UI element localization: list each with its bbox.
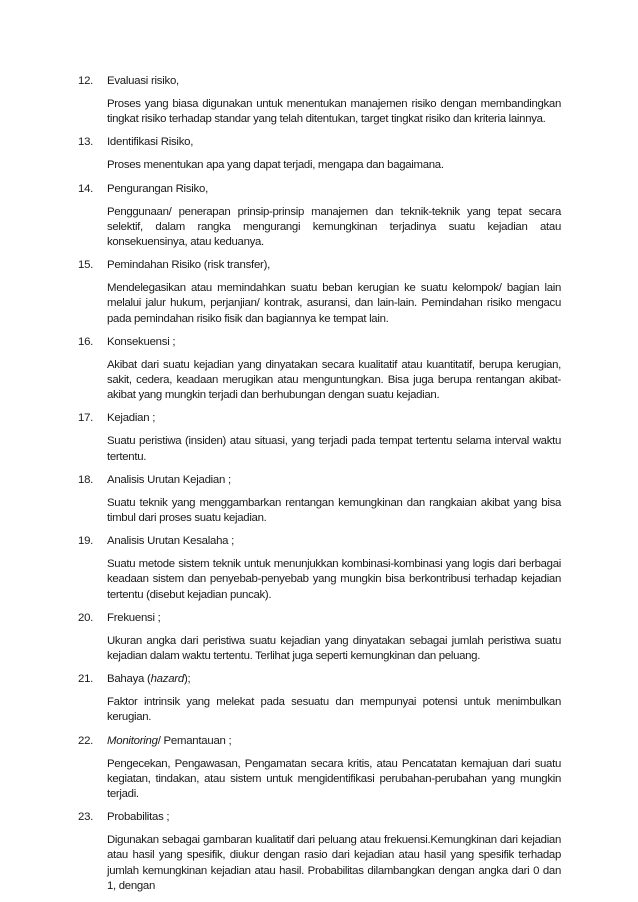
- item-number: 22.: [78, 734, 94, 747]
- term-title: Konsekuensi ;: [107, 335, 176, 348]
- term-title-italic: hazard: [150, 673, 184, 686]
- definition-heading: [78, 411, 561, 426]
- definition-text: Mendelegasikan atau memindahkan suatu beban kerugian ke suatu kelompok/ bagian lain melalui jalur hukum, perjanjian/ kontrak, asuransi, dan lain-lain. Pemindahan risiko mengacu pada pemindahan risiko fisik dan bagiannya ke tempat lain.: [107, 282, 561, 325]
- term-title-suffix: );: [183, 673, 191, 686]
- definition-text: Faktor intrinsik yang melekat pada sesuatu dan mempunyai potensi untuk menimbulkan kerugian.: [107, 696, 561, 724]
- term-title: Evaluasi risiko,: [107, 75, 179, 87]
- definition-list: [78, 74, 561, 902]
- definition-text: Akibat dari suatu kejadian yang dinyatakan secara kualitatif atau kuantitatif, berupa kerugian, sakit, cedera, keadaan merugikan atau menguntungkan. Bisa juga berupa rentangan akibat-akibat yang mungkin terjadi dan berhubungan dengan suatu kejadian.: [107, 358, 561, 402]
- term-title: Kejadian ;: [107, 412, 156, 425]
- term-title: Identifikasi Risiko,: [107, 136, 194, 149]
- item-number: 15.: [78, 259, 94, 272]
- term-title: Analisis Urutan Kejadian ;: [107, 473, 231, 486]
- definition-heading: [78, 611, 561, 626]
- term-title: Analisis Urutan Kesalaha ;: [107, 535, 235, 548]
- definition-heading: [78, 534, 561, 549]
- definition-item: [78, 534, 561, 603]
- definition-item: [78, 74, 561, 127]
- definition-item: [78, 810, 561, 894]
- term-title: [107, 734, 561, 749]
- definition-heading: [78, 335, 561, 350]
- definition-item: [78, 335, 561, 404]
- item-number: 19.: [78, 535, 94, 548]
- term-title: Pemindahan Risiko (risk transfer),: [107, 259, 271, 272]
- term-title: Probabilitas ;: [107, 811, 170, 824]
- definition-heading: [78, 258, 561, 273]
- definition-text: Penggunaan/ penerapan prinsip-prinsip manajemen dan teknik-teknik yang tepat secara selektif, dalam rangka mengurangi kemungkinan terjadinya suatu kejadian atau konsekuensinya, atau keduanya.: [107, 205, 561, 249]
- term-title-prefix: Bahaya (: [107, 673, 151, 686]
- term-title-suffix: / Pemantauan ;: [157, 734, 232, 747]
- item-number: 16.: [78, 335, 94, 348]
- item-number: 18.: [78, 473, 94, 486]
- item-number: 23.: [78, 811, 94, 824]
- definition-item: [78, 411, 561, 464]
- definition-item: [78, 135, 561, 173]
- definition-text: Pengecekan, Pengawasan, Pengamatan secara kritis, atau Pencatatan kemajuan dari suatu kegiatan, tindakan, atau sistem untuk mengidentifikasi perubahan-perubahan yang mungkin terjadi.: [107, 757, 561, 801]
- definition-heading: [78, 473, 561, 488]
- item-number: 21.: [78, 673, 94, 686]
- term-title: Frekuensi ;: [107, 611, 161, 624]
- definition-item: [78, 611, 561, 664]
- definition-item: [78, 734, 561, 803]
- definition-heading: [78, 135, 561, 150]
- definition-item: [78, 473, 561, 526]
- definition-heading: [78, 182, 561, 197]
- definition-text: Ukuran angka dari peristiwa suatu kejadian yang dinyatakan sebagai jumlah peristiwa suatu kejadian dalam waktu tertentu. Terlihat juga seperti kemungkinan dan peluang.: [107, 634, 561, 663]
- definition-text: Suatu peristiwa (insiden) atau situasi, yang terjadi pada tempat tertentu selama interval waktu tertentu.: [107, 435, 561, 463]
- definition-item: [78, 258, 561, 327]
- term-title: Pengurangan Risiko,: [107, 182, 208, 195]
- item-number: 13.: [78, 136, 94, 149]
- item-number: 14.: [78, 182, 94, 195]
- definition-heading: [78, 672, 561, 687]
- item-number: 17.: [78, 412, 94, 425]
- term-title: [107, 672, 561, 687]
- definition-text: Suatu teknik yang menggambarkan rentangan kemungkinan dan rangkaian akibat yang bisa timbul dari proses suatu kejadian.: [107, 496, 561, 525]
- definition-item: [78, 672, 561, 725]
- item-number: 20.: [78, 611, 94, 624]
- definition-heading: [78, 810, 561, 825]
- definition-heading: [78, 734, 561, 749]
- item-number: 12.: [78, 75, 94, 87]
- definition-text: Proses yang biasa digunakan untuk menentukan manajemen risiko dengan membandingkan tingkat risiko terhadap standar yang telah ditentukan, target tingkat risiko dan kriteria lainnya.: [107, 98, 561, 126]
- term-title-italic: Monitoring: [107, 734, 158, 747]
- definition-item: [78, 182, 561, 251]
- definition-text: Proses menentukan apa yang dapat terjadi, mengapa dan bagaimana.: [107, 159, 444, 172]
- definition-text: Digunakan sebagai gambaran kualitatif dari peluang atau frekuensi.Kemungkinan dari kejadian atau hasil yang spesifik, diukur dengan rasio dari kejadian atau hasil yang spesifik terhadap jumlah kemungkinan kejadian atau hasil. Probabilitas dilambangkan dengan angka dari 0 dan 1, dengan: [107, 834, 561, 892]
- definition-text: Suatu metode sistem teknik untuk menunjukkan kombinasi-kombinasi yang logis dari berbagai keadaan sistem dan penyebab-penyebab yang mungkin bisa berkontribusi terhadap kejadian tertentu (disebut kejadian puncak).: [107, 558, 561, 601]
- definition-heading: [78, 74, 561, 89]
